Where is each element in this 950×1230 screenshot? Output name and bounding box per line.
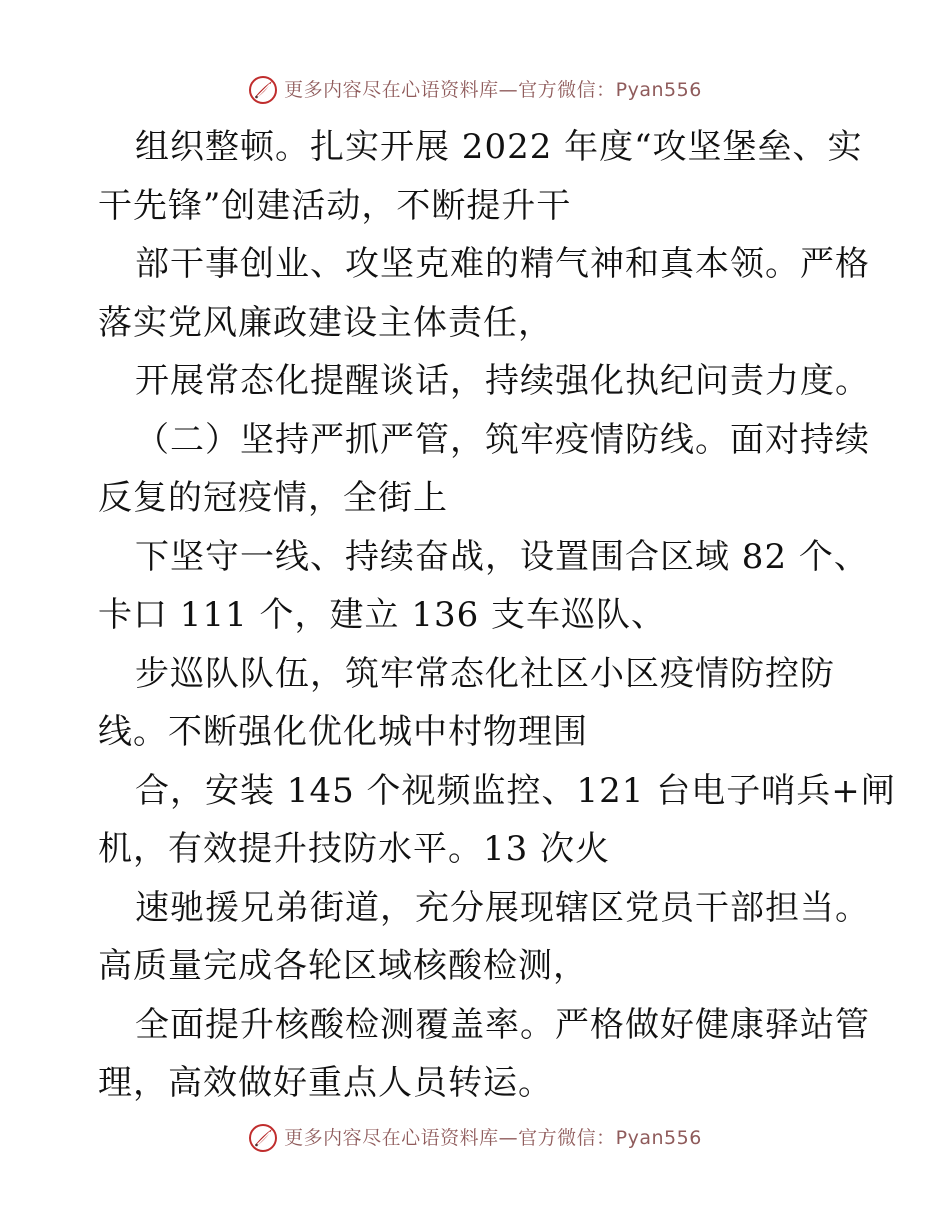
paragraph-line: 组织整顿。扎实开展 2022 年度“攻坚堡垒、实 bbox=[135, 127, 863, 167]
paragraph-line: 机，有效提升技防水平。13 次火 bbox=[98, 829, 611, 869]
paragraph-line: 步巡队队伍，筑牢常态化社区小区疫情防控防 bbox=[135, 653, 835, 694]
paragraph-line: 开展常态化提醒谈话，持续强化执纪问责力度。 bbox=[135, 361, 870, 401]
paragraph-line: 线。不断强化优化城中村物理围 bbox=[98, 712, 588, 752]
paragraph-line: 全面提升核酸检测覆盖率。严格做好健康驿站管 bbox=[135, 1004, 870, 1045]
watermark-text: 更多内容尽在心语资料库—官方微信：Pyan556 bbox=[284, 78, 702, 101]
section-heading-line: （二）坚持严抓严管，筑牢疫情防线。面对持续 bbox=[135, 419, 870, 460]
paragraph-line: 高质量完成各轮区域核酸检测， bbox=[98, 946, 588, 986]
paragraph-line: 反复的冠疫情，全街上 bbox=[98, 478, 448, 518]
paragraph-line: 理，高效做好重点人员转运。 bbox=[98, 1063, 553, 1103]
feather-pen-logo-icon bbox=[248, 75, 278, 105]
watermark-text: 更多内容尽在心语资料库—官方微信：Pyan556 bbox=[284, 1126, 702, 1149]
paragraph-line: 部干事创业、攻坚克难的精气神和真本领。严格 bbox=[135, 244, 870, 284]
paragraph-line: 卡口 111 个，建立 136 支车巡队、 bbox=[98, 595, 667, 635]
header-watermark bbox=[0, 75, 950, 105]
paragraph-line: 落实党风廉政建设主体责任， bbox=[98, 302, 553, 343]
paragraph-line: 干先锋”创建活动，不断提升干 bbox=[98, 185, 572, 226]
footer-watermark bbox=[0, 1123, 950, 1153]
paragraph-line: 下坚守一线、持续奋战，设置围合区域 82 个、 bbox=[135, 536, 869, 577]
document-body bbox=[98, 118, 896, 1113]
paragraph-line: 速驰援兄弟街道，充分展现辖区党员干部担当。 bbox=[135, 887, 870, 928]
paragraph-line: 合，安装 145 个视频监控、121 台电子哨兵+闸 bbox=[135, 770, 896, 811]
feather-pen-logo-icon bbox=[248, 1123, 278, 1153]
